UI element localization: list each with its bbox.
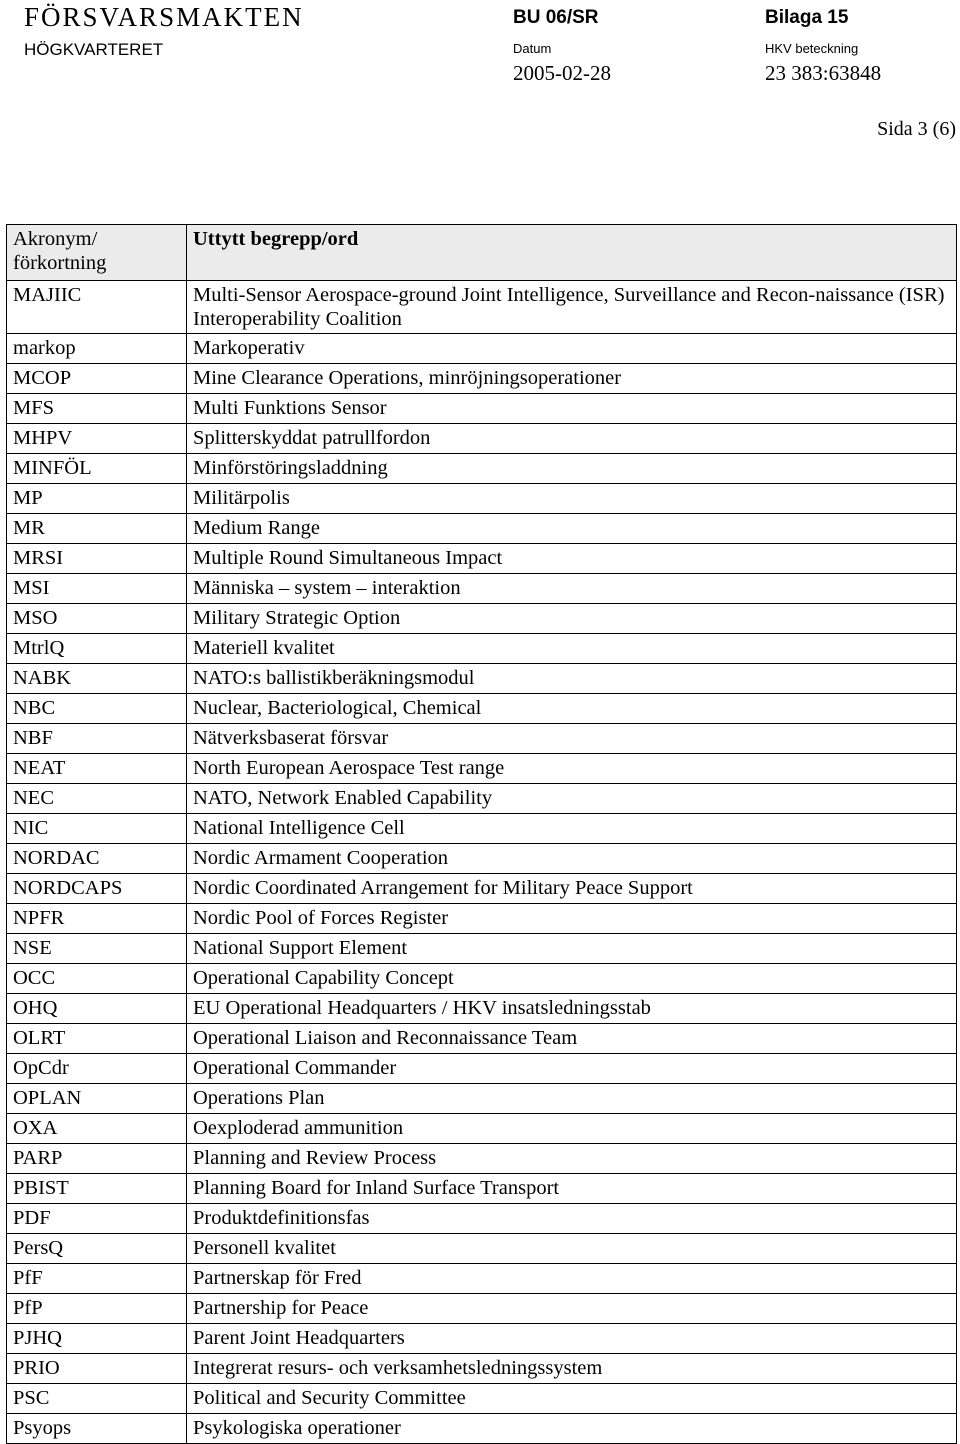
table-row	[7, 574, 957, 604]
acronym-cell: NABK	[7, 664, 187, 694]
definition-cell: National Intelligence Cell	[187, 814, 957, 844]
organization-name: FÖRSVARSMAKTEN	[24, 2, 304, 32]
acronym-cell: MINFÖL	[7, 454, 187, 484]
acronym-cell: PSC	[7, 1384, 187, 1414]
acronym-cell: PJHQ	[7, 1324, 187, 1354]
table-row	[7, 934, 957, 964]
acronym-cell: MCOP	[7, 364, 187, 394]
table-row	[7, 1144, 957, 1174]
acronym-cell: MSO	[7, 604, 187, 634]
definition-cell: Nätverksbaserat försvar	[187, 724, 957, 754]
table-row	[7, 1024, 957, 1054]
definition-cell: Splitterskyddat patrullfordon	[187, 424, 957, 454]
acronym-cell: NORDCAPS	[7, 874, 187, 904]
definition-cell: Parent Joint Headquarters	[187, 1324, 957, 1354]
table-row	[7, 634, 957, 664]
acronym-cell: NBC	[7, 694, 187, 724]
acronym-cell: MR	[7, 514, 187, 544]
acronym-cell: OLRT	[7, 1024, 187, 1054]
definition-cell: NATO:s ballistikberäkningsmodul	[187, 664, 957, 694]
table-row	[7, 334, 957, 364]
definition-cell: Multi-Sensor Aerospace-ground Joint Intelligence, Surveillance and Recon-naissance (ISR) Interoperability Coalition	[187, 281, 957, 334]
acronym-cell: MAJIIC	[7, 281, 187, 334]
table-row	[7, 724, 957, 754]
acronym-cell: NORDAC	[7, 844, 187, 874]
table-row	[7, 754, 957, 784]
table-row	[7, 1294, 957, 1324]
acronym-cell: MSI	[7, 574, 187, 604]
definition-cell: NATO, Network Enabled Capability	[187, 784, 957, 814]
table-row	[7, 1384, 957, 1414]
table-row	[7, 1204, 957, 1234]
definition-cell: Nordic Coordinated Arrangement for Military Peace Support	[187, 874, 957, 904]
definition-cell: Planning Board for Inland Surface Transport	[187, 1174, 957, 1204]
acronym-cell: NEC	[7, 784, 187, 814]
appendix-label: Bilaga 15	[765, 7, 849, 28]
definition-cell: Minförstöringsladdning	[187, 454, 957, 484]
table-row	[7, 514, 957, 544]
table-row	[7, 874, 957, 904]
definition-cell: Multi Funktions Sensor	[187, 394, 957, 424]
table-row	[7, 1174, 957, 1204]
definition-cell: Political and Security Committee	[187, 1384, 957, 1414]
acronym-cell: PersQ	[7, 1234, 187, 1264]
definition-cell: EU Operational Headquarters / HKV insatsledningsstab	[187, 994, 957, 1024]
acronym-cell: NPFR	[7, 904, 187, 934]
acronym-cell: NEAT	[7, 754, 187, 784]
acronym-table	[6, 224, 957, 1444]
definition-cell: Planning and Review Process	[187, 1144, 957, 1174]
definition-cell: Markoperativ	[187, 334, 957, 364]
definition-cell: Partnership for Peace	[187, 1294, 957, 1324]
definition-cell: National Support Element	[187, 934, 957, 964]
table-body	[7, 281, 957, 1444]
definition-cell: Nordic Pool of Forces Register	[187, 904, 957, 934]
definition-cell: Military Strategic Option	[187, 604, 957, 634]
acronym-cell: OXA	[7, 1114, 187, 1144]
table-row	[7, 394, 957, 424]
definition-cell: Multiple Round Simultaneous Impact	[187, 544, 957, 574]
acronym-cell: OHQ	[7, 994, 187, 1024]
definition-cell: Operational Commander	[187, 1054, 957, 1084]
acronym-cell: OpCdr	[7, 1054, 187, 1084]
acronym-cell: MHPV	[7, 424, 187, 454]
definition-cell: Nuclear, Bacteriological, Chemical	[187, 694, 957, 724]
table-row	[7, 964, 957, 994]
table-row	[7, 1054, 957, 1084]
acronym-cell: PRIO	[7, 1354, 187, 1384]
acronym-cell: PDF	[7, 1204, 187, 1234]
acronym-cell: PfP	[7, 1294, 187, 1324]
acronym-cell: Psyops	[7, 1414, 187, 1444]
table-row	[7, 484, 957, 514]
document-reference: BU 06/SR	[513, 7, 599, 28]
date-value: 2005-02-28	[513, 61, 611, 85]
acronym-cell: MtrlQ	[7, 634, 187, 664]
definition-cell: Personell kvalitet	[187, 1234, 957, 1264]
acronym-cell: MFS	[7, 394, 187, 424]
definition-column-header: Uttytt begrepp/ord	[187, 225, 957, 281]
table-row	[7, 454, 957, 484]
table-row	[7, 1414, 957, 1444]
definition-cell: Militärpolis	[187, 484, 957, 514]
acronym-column-header: Akronym/ förkortning	[7, 225, 187, 281]
table-row	[7, 694, 957, 724]
table-row	[7, 814, 957, 844]
definition-cell: Partnerskap för Fred	[187, 1264, 957, 1294]
table-row	[7, 424, 957, 454]
definition-cell: Mine Clearance Operations, minröjningsoperationer	[187, 364, 957, 394]
reference-label: HKV beteckning	[765, 41, 859, 56]
table-header-row	[7, 225, 957, 281]
definition-cell: Människa – system – interaktion	[187, 574, 957, 604]
unit-name: HÖGKVARTERET	[24, 40, 164, 59]
table-row	[7, 544, 957, 574]
table-row	[7, 1084, 957, 1114]
table-row	[7, 604, 957, 634]
acronym-cell: OCC	[7, 964, 187, 994]
definition-cell: North European Aerospace Test range	[187, 754, 957, 784]
table-row	[7, 1114, 957, 1144]
acronym-cell: MRSI	[7, 544, 187, 574]
acronym-cell: PARP	[7, 1144, 187, 1174]
table-row	[7, 664, 957, 694]
definition-cell: Produktdefinitionsfas	[187, 1204, 957, 1234]
definition-cell: Medium Range	[187, 514, 957, 544]
table-row	[7, 1324, 957, 1354]
acronym-cell: NBF	[7, 724, 187, 754]
definition-cell: Integrerat resurs- och verksamhetsledningssystem	[187, 1354, 957, 1384]
acronym-cell: OPLAN	[7, 1084, 187, 1114]
definition-cell: Psykologiska operationer	[187, 1414, 957, 1444]
definition-cell: Materiell kvalitet	[187, 634, 957, 664]
definition-cell: Nordic Armament Cooperation	[187, 844, 957, 874]
table-row	[7, 1354, 957, 1384]
definition-cell: Operational Capability Concept	[187, 964, 957, 994]
definition-cell: Operations Plan	[187, 1084, 957, 1114]
acronym-cell: NIC	[7, 814, 187, 844]
acronym-cell: MP	[7, 484, 187, 514]
table-row	[7, 904, 957, 934]
reference-value: 23 383:63848	[765, 61, 882, 85]
definition-cell: Oexploderad ammunition	[187, 1114, 957, 1144]
acronym-cell: markop	[7, 334, 187, 364]
definition-cell: Operational Liaison and Reconnaissance Team	[187, 1024, 957, 1054]
table-row	[7, 994, 957, 1024]
table-row	[7, 281, 957, 334]
acronym-cell: NSE	[7, 934, 187, 964]
page-number: Sida 3 (6)	[877, 118, 956, 140]
acronym-cell: PBIST	[7, 1174, 187, 1204]
table-row	[7, 364, 957, 394]
acronym-cell: PfF	[7, 1264, 187, 1294]
table-row	[7, 844, 957, 874]
table-row	[7, 784, 957, 814]
date-label: Datum	[513, 41, 552, 56]
table-row	[7, 1234, 957, 1264]
table-row	[7, 1264, 957, 1294]
